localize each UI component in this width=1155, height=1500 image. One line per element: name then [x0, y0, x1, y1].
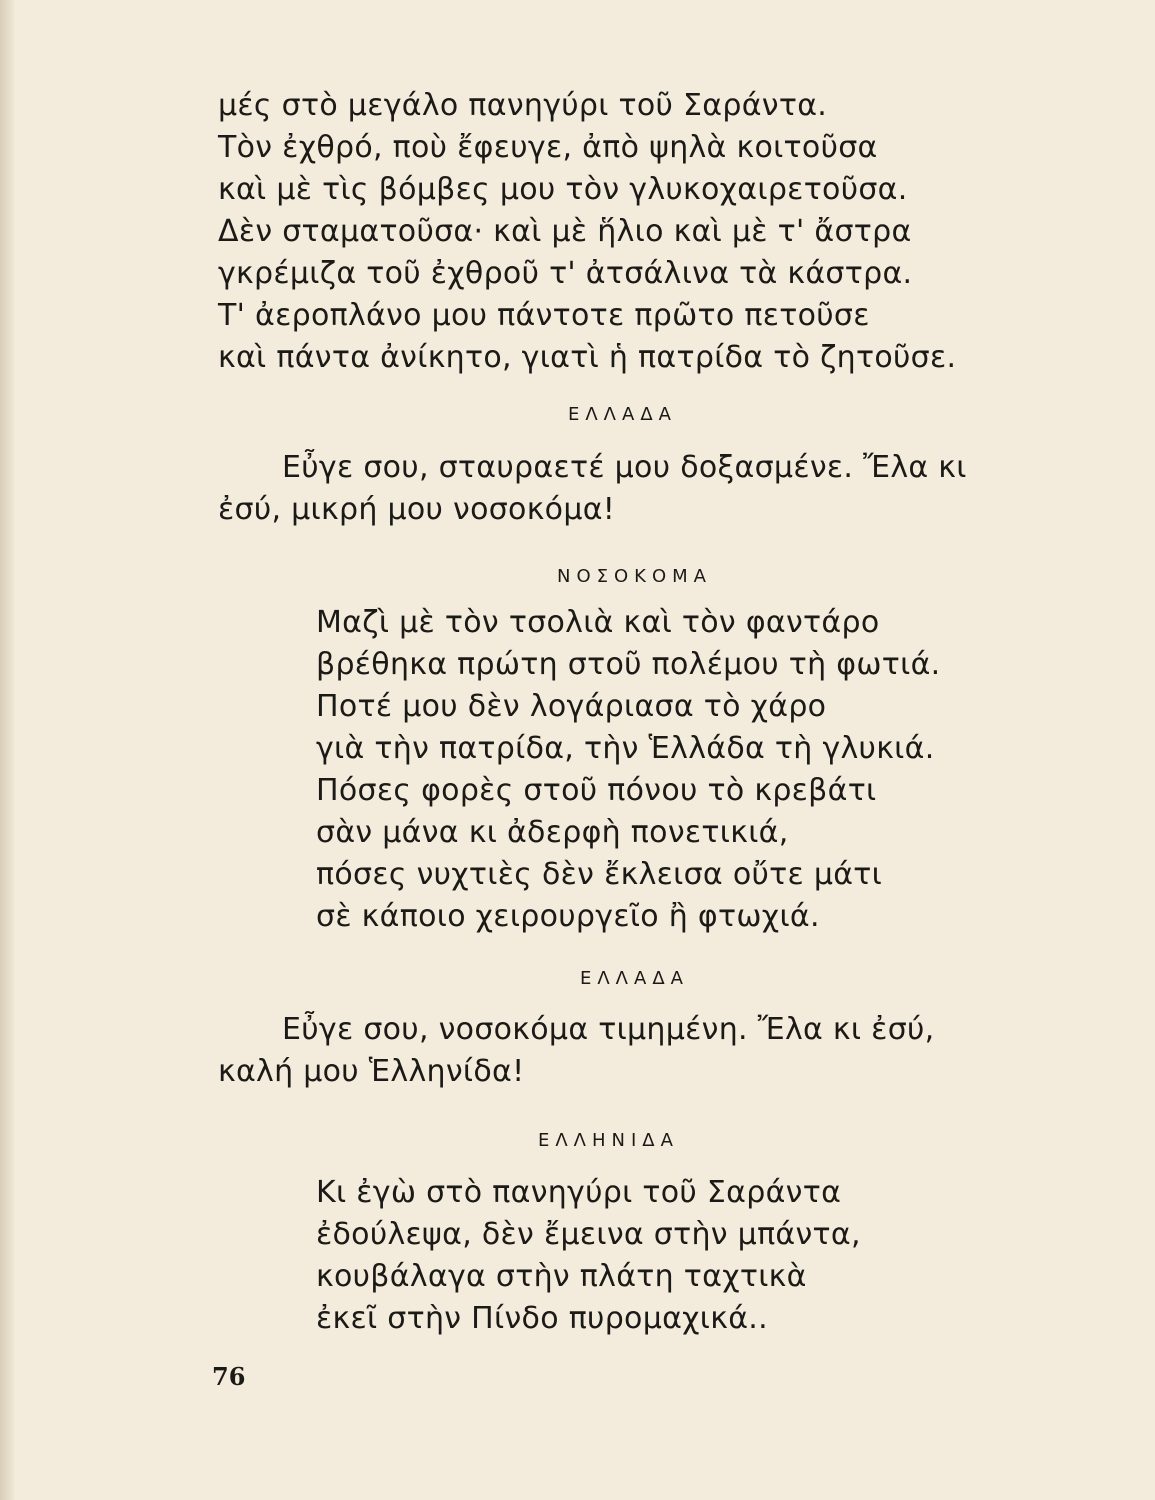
verse-line: κουβάλαγα στὴν πλάτη ταχτικὰ [316, 1259, 807, 1294]
speaker-name: ΕΛΛΗΝΙΔΑ [538, 1130, 679, 1151]
verse-line: πόσες νυχτιὲς δὲν ἔκλεισα οὔτε μάτι [316, 857, 883, 892]
verse-line: Κι ἐγὼ στὸ πανηγύρι τοῦ Σαράντα [316, 1175, 842, 1210]
verse-line: βρέθηκα πρώτη στοῦ πολέμου τὴ φωτιά. [316, 647, 941, 682]
verse-line: καὶ πάντα ἀνίκητο, γιατὶ ἡ πατρίδα τὸ ζητοῦσε. [218, 340, 957, 375]
page-number: 76 [212, 1362, 246, 1391]
verse-line: Δὲν σταματοῦσα· καὶ μὲ ἥλιο καὶ μὲ τ' ἄστρα [218, 214, 912, 249]
verse-line: Μαζὶ μὲ τὸν τσολιὰ καὶ τὸν φαντάρο [316, 605, 880, 640]
verse-line: Πόσες φορὲς στοῦ πόνου τὸ κρεβάτι [316, 773, 877, 808]
speaker-name: ΕΛΛΑΔΑ [580, 968, 689, 989]
verse-line: σὲ κάποιο χειρουργεῖο ἢ φτωχιά. [316, 899, 820, 934]
verse-line: Ποτέ μου δὲν λογάριασα τὸ χάρο [316, 689, 827, 724]
verse-line: Τὸν ἐχθρό, ποὺ ἔφευγε, ἀπὸ ψηλὰ κοιτοῦσα [218, 130, 878, 165]
speaker-name: ΝΟΣΟΚΟΜΑ [557, 566, 712, 587]
verse-line: μές στὸ μεγάλο πανηγύρι τοῦ Σαράντα. [218, 88, 828, 123]
verse-line: γιὰ τὴν πατρίδα, τὴν Ἑλλάδα τὴ γλυκιά. [316, 731, 935, 766]
prose-line: Εὖγε σου, νοσοκόμα τιμημένη. Ἔλα κι ἐσύ, [282, 1012, 935, 1047]
verse-line: γκρέμιζα τοῦ ἐχθροῦ τ' ἀτσάλινα τὰ κάστρα. [218, 256, 913, 291]
verse-line: καὶ μὲ τὶς βόμβες μου τὸν γλυκοχαιρετοῦσα. [218, 172, 908, 207]
prose-line: ἐσύ, μικρή μου νοσοκόμα! [218, 492, 616, 527]
verse-line: σὰν μάνα κι ἀδερφὴ πονετικιά, [316, 815, 789, 850]
verse-line: Τ' ἀεροπλάνο μου πάντοτε πρῶτο πετοῦσε [218, 298, 870, 333]
speaker-name: ΕΛΛΑΔΑ [568, 404, 677, 425]
prose-line: καλή μου Ἑλληνίδα! [218, 1054, 525, 1089]
verse-line: ἐδούλεψα, δὲν ἔμεινα στὴν μπάντα, [316, 1217, 861, 1252]
prose-line: Εὖγε σου, σταυραετέ μου δοξασμένε. Ἔλα κι [282, 450, 967, 485]
verse-line: ἐκεῖ στὴν Πίνδο πυρομαχικά.. [316, 1301, 768, 1336]
